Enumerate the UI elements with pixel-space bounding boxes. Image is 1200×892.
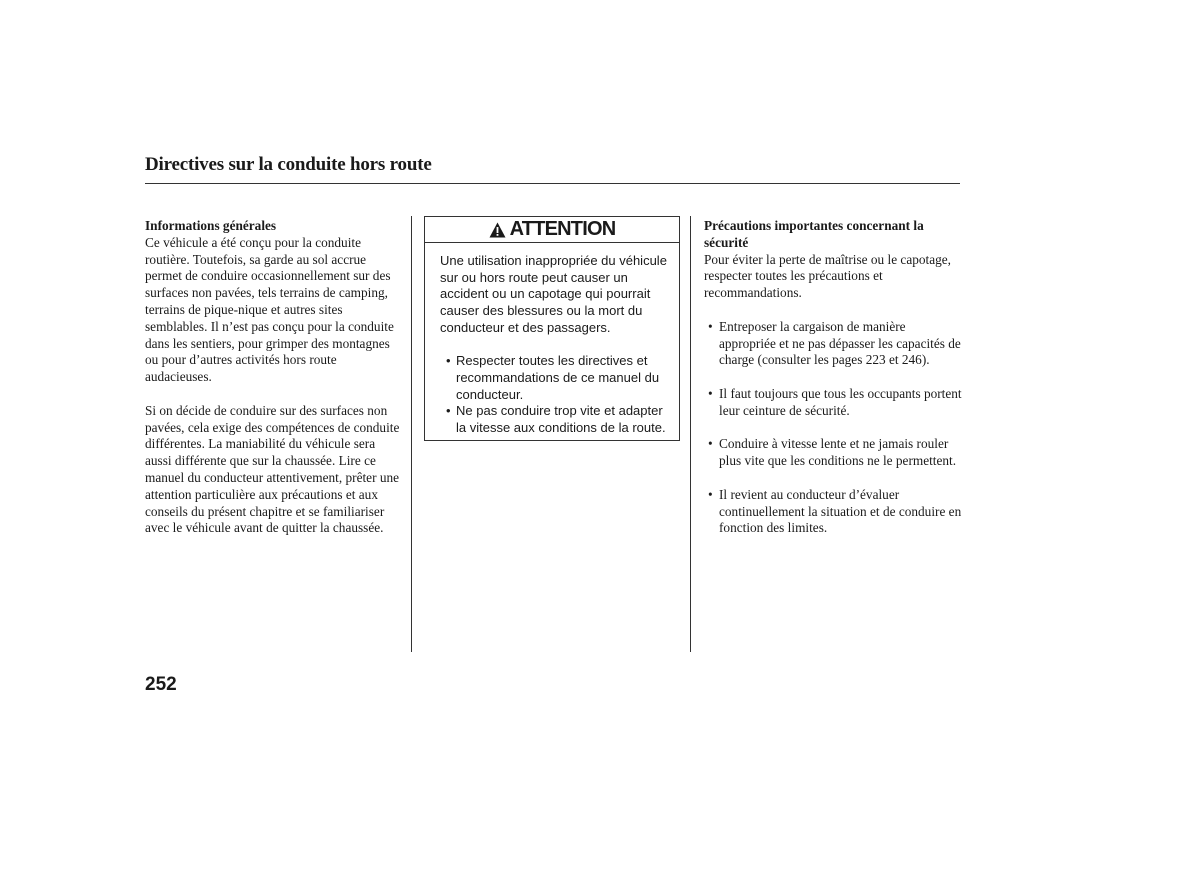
attention-box [424,216,680,441]
general-info-heading: Informations générales [145,218,277,233]
attention-list [440,353,671,437]
attention-title: ATTENTION [509,218,616,240]
list-item [704,487,962,537]
list-item-text: Respecter toutes les directives et recommandations de ce manuel du conducteur. [456,353,660,402]
list-item-text: Conduire à vitesse lente et ne jamais rouler plus vite que les conditions ne le permettent. [719,436,957,469]
bullet: • [708,436,713,452]
list-item [704,319,962,369]
attention-body [425,243,679,437]
bullet: • [708,486,713,502]
bullet: • [446,403,451,419]
general-info-column [145,218,400,537]
title-divider [145,183,960,184]
page-number: 252 [145,674,177,695]
list-item [440,353,671,403]
warning-triangle-icon [489,222,506,238]
general-info-paragraph: Si on décide de conduire sur des surfaces non pavées, cela exige des compétences de conduite différentes. La maniabilité du véhicule sera aussi différente que sur la chaussée. Lire ce manuel du conducteur attentivement, prêter une attention particulière aux précautions et aux conseils du présent chapitre et se familiariser avec le véhicule avant de quitter la chaussée. [145,402,400,536]
bullet: • [708,385,713,401]
list-item [704,436,962,470]
column-divider [411,216,412,652]
list-item-text: Entreposer la cargaison de manière appropriée et ne pas dépasser les capacités de charge (consulter les pages 223 et 246). [719,318,961,368]
bullet: • [446,353,451,369]
list-item-text: Il revient au conducteur d’évaluer continuellement la situation et de conduire en fonction des limites. [719,486,962,536]
list-item [704,386,962,420]
safety-heading: Précautions importantes concernant la sécurité [704,218,924,250]
safety-precautions-column [704,218,962,554]
list-item-text: Ne pas conduire trop vite et adapter la vitesse aux conditions de la route. [456,403,666,436]
attention-intro: Une utilisation inappropriée du véhicule sur ou hors route peut causer un accident ou un capotage qui pourrait causer des blessures ou la mort du conducteur et des passagers. [440,253,667,335]
list-item-text: Il faut toujours que tous les occupants portent leur ceinture de sécurité. [719,385,962,418]
column-divider [690,216,691,652]
safety-list [704,319,962,537]
bullet: • [708,318,713,334]
paragraph-gap [145,386,400,403]
list-item [440,403,671,436]
general-info-paragraph: Ce véhicule a été conçu pour la conduite routière. Toutefois, sa garde au sol accrue permet de conduire occasionnellement sur des surfaces non pavées, tels terrains de camping, terrains de pique-nique et autres sites semblables. Il n’est pas conçu pour la conduite dans les sentiers, pour grimper des montagnes ou pour d’autres activités hors route audacieuses. [145,234,394,385]
paragraph-gap [704,302,962,319]
safety-intro: Pour éviter la perte de maîtrise ou le capotage, respecter toutes les précautions et recommandations. [704,251,951,301]
attention-header [425,217,679,243]
page-title: Directives sur la conduite hors route [145,154,432,175]
